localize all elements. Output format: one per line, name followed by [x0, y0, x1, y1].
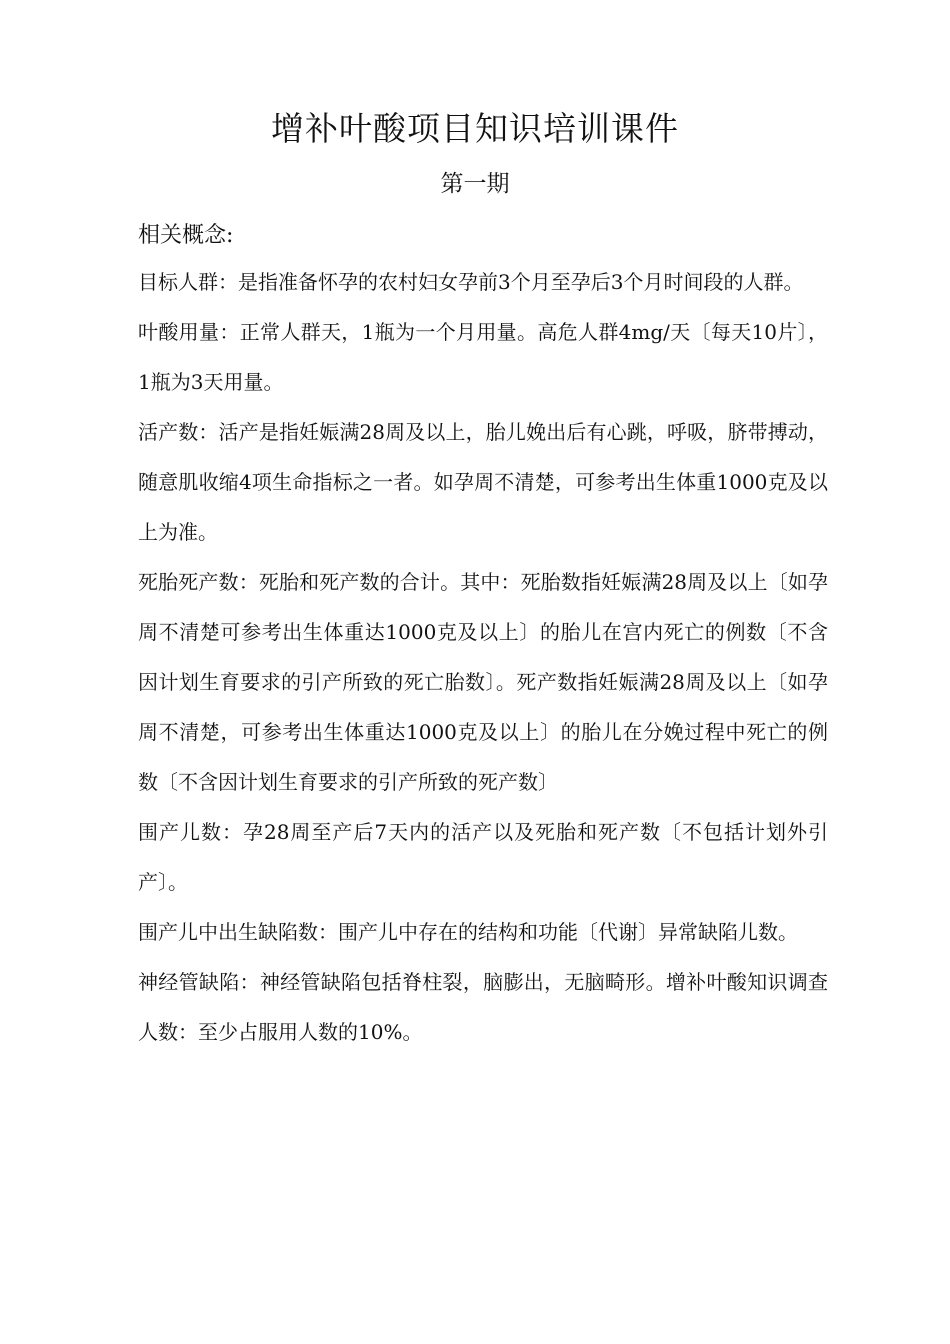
document-body	[138, 257, 828, 1057]
paragraph-folic-acid-dosage: 叶酸用量：正常人群天，1瓶为一个月用量。高危人群4mg/天〔每天10片〕，1瓶为3天用量。	[138, 320, 828, 394]
paragraph-neural-tube-defects: 神经管缺陷：神经管缺陷包括脊柱裂，脑膨出，无脑畸形。增补叶酸知识调查人数：至少占服用人数的10%。	[138, 970, 828, 1044]
paragraph-perinatal-count: 围产儿数：孕28周至产后7天内的活产以及死胎和死产数〔不包括计划外引产〕。	[138, 820, 828, 894]
paragraph-stillbirths: 死胎死产数：死胎和死产数的合计。其中：死胎数指妊娠满28周及以上〔如孕周不清楚可参考出生体重达1000克及以上〕的胎儿在宫内死亡的例数〔不含因计划生育要求的引产所致的死亡胎数〕。死产数指妊娠满28周及以上〔如孕周不清楚，可参考出生体重达1000克及以上〕的胎儿在分娩过程中死亡的例数〔不含因计划生育要求的引产所致的死产数〕	[138, 570, 828, 794]
paragraph-live-births: 活产数：活产是指妊娠满28周及以上，胎儿娩出后有心跳，呼吸，脐带搏动，随意肌收缩4项生命指标之一者。如孕周不清楚，可参考出生体重1000克及以上为准。	[138, 420, 828, 544]
paragraph-target-population: 目标人群：是指准备怀孕的农村妇女孕前3个月至孕后3个月时间段的人群。	[138, 270, 804, 294]
document-subtitle: 第一期	[440, 171, 510, 197]
section-heading: 相关概念:	[138, 223, 234, 248]
paragraph-birth-defects: 围产儿中出生缺陷数：围产儿中存在的结构和功能〔代谢〕异常缺陷儿数。	[138, 920, 798, 944]
document-title: 增补叶酸项目知识培训课件	[271, 109, 679, 148]
